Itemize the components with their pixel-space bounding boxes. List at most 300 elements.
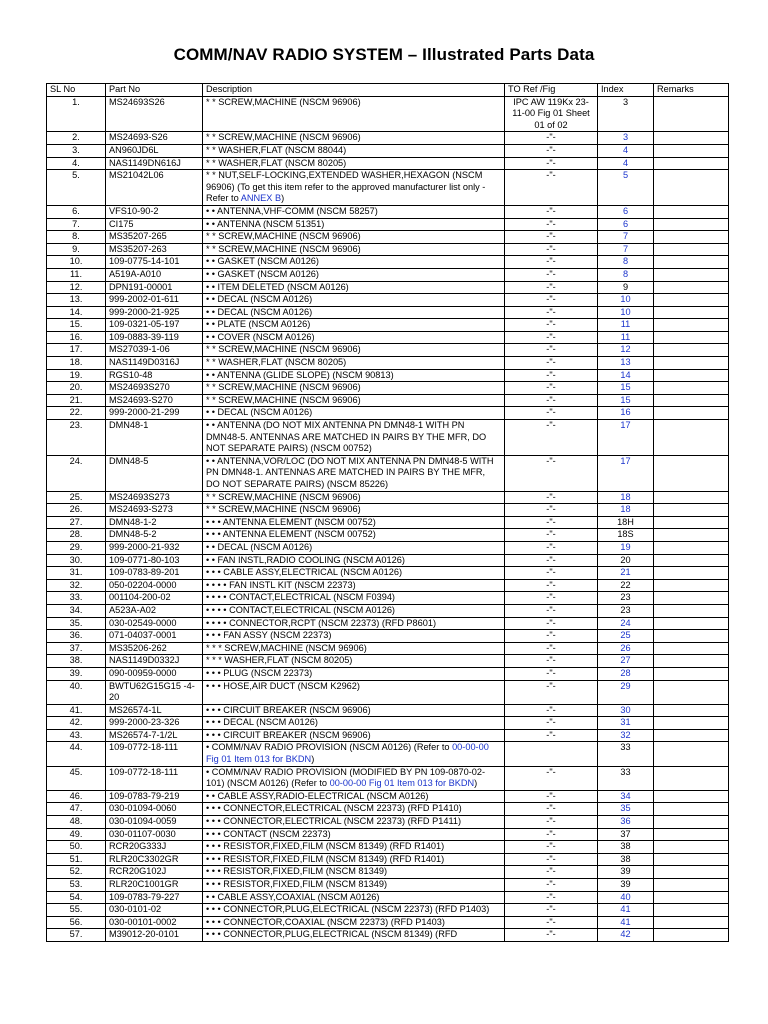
column-header-index: Index bbox=[598, 84, 654, 97]
table-row bbox=[47, 231, 729, 244]
table-row bbox=[47, 617, 729, 630]
to-ref-cell: -"- bbox=[505, 816, 598, 829]
sl-no-cell: 26. bbox=[47, 504, 106, 517]
sl-no-cell: 55. bbox=[47, 904, 106, 917]
index-link[interactable]: 15 bbox=[598, 394, 654, 407]
sl-no-cell: 16. bbox=[47, 331, 106, 344]
description-cell bbox=[203, 170, 505, 206]
table-header-row bbox=[47, 84, 729, 97]
index-cell: 33 bbox=[598, 742, 654, 766]
index-link[interactable]: 8 bbox=[598, 268, 654, 281]
sl-no-cell: 10. bbox=[47, 256, 106, 269]
to-ref-cell: -"- bbox=[505, 579, 598, 592]
description-text: • • CABLE ASSY,RADIO-ELECTRICAL (NSCM A0126) bbox=[206, 790, 429, 801]
to-ref-cell: -"- bbox=[505, 420, 598, 456]
column-header-to-ref: TO Ref /Fig bbox=[505, 84, 598, 97]
description-text: • • • CONNECTOR,PLUG,ELECTRICAL (NSCM 22373) (RFD P1403) bbox=[206, 904, 490, 915]
reference-link[interactable]: ANNEX B bbox=[240, 193, 282, 204]
description-text: • • • PLUG (NSCM 22373) bbox=[206, 667, 313, 678]
description-cell bbox=[203, 592, 505, 605]
description-text: • • • CIRCUIT BREAKER (NSCM 96906) bbox=[206, 704, 371, 715]
description-cell bbox=[203, 642, 505, 655]
description-cell bbox=[203, 655, 505, 668]
to-ref-cell: -"- bbox=[505, 132, 598, 145]
to-ref-cell: -"- bbox=[505, 717, 598, 730]
index-cell: 22 bbox=[598, 579, 654, 592]
index-cell: 39 bbox=[598, 879, 654, 892]
part-no-cell: 109-0772-18-111 bbox=[106, 742, 203, 766]
description-cell bbox=[203, 891, 505, 904]
description-text: * * SCREW,MACHINE (NSCM 96906) bbox=[206, 491, 361, 502]
part-no-cell: DMN48-1-2 bbox=[106, 516, 203, 529]
part-no-cell: M39012-20-0101 bbox=[106, 929, 203, 942]
description-cell bbox=[203, 144, 505, 157]
part-no-cell: 050-02204-0000 bbox=[106, 579, 203, 592]
description-cell bbox=[203, 455, 505, 491]
description-tail: ) bbox=[311, 754, 315, 765]
part-no-cell: 109-0783-79-219 bbox=[106, 790, 203, 803]
description-cell bbox=[203, 567, 505, 580]
column-header-remarks: Remarks bbox=[654, 84, 729, 97]
index-link[interactable]: 19 bbox=[598, 541, 654, 554]
table-row bbox=[47, 331, 729, 344]
part-no-cell: DMN48-1 bbox=[106, 420, 203, 456]
sl-no-cell: 50. bbox=[47, 841, 106, 854]
description-cell bbox=[203, 866, 505, 879]
description-cell bbox=[203, 904, 505, 917]
sl-no-cell: 53. bbox=[47, 879, 106, 892]
index-cell: 18H bbox=[598, 516, 654, 529]
sl-no-cell: 41. bbox=[47, 704, 106, 717]
index-cell: 23 bbox=[598, 592, 654, 605]
description-text: * * SCREW,MACHINE (NSCM 96906) bbox=[206, 132, 361, 143]
remarks-cell bbox=[654, 630, 729, 643]
sl-no-cell: 7. bbox=[47, 218, 106, 231]
index-link[interactable]: 35 bbox=[598, 803, 654, 816]
to-ref-cell: -"- bbox=[505, 218, 598, 231]
description-text: • • • RESISTOR,FIXED,FILM (NSCM 81349) bbox=[206, 866, 388, 877]
index-cell: 39 bbox=[598, 866, 654, 879]
part-no-cell: A523A-A02 bbox=[106, 604, 203, 617]
remarks-cell bbox=[654, 331, 729, 344]
part-no-cell: 030-00101-0002 bbox=[106, 916, 203, 929]
index-link[interactable]: 34 bbox=[598, 790, 654, 803]
index-link[interactable]: 7 bbox=[598, 243, 654, 256]
to-ref-cell: -"- bbox=[505, 904, 598, 917]
remarks-cell bbox=[654, 369, 729, 382]
sl-no-cell: 52. bbox=[47, 866, 106, 879]
remarks-cell bbox=[654, 294, 729, 307]
description-text: • • DECAL (NSCM A0126) bbox=[206, 541, 313, 552]
index-link[interactable]: 4 bbox=[598, 157, 654, 170]
sl-no-cell: 45. bbox=[47, 766, 106, 790]
description-cell bbox=[203, 916, 505, 929]
index-link[interactable]: 16 bbox=[598, 407, 654, 420]
index-link[interactable]: 31 bbox=[598, 717, 654, 730]
table-row bbox=[47, 841, 729, 854]
remarks-cell bbox=[654, 604, 729, 617]
description-cell bbox=[203, 766, 505, 790]
index-link[interactable]: 18 bbox=[598, 491, 654, 504]
table-row bbox=[47, 592, 729, 605]
index-link[interactable]: 36 bbox=[598, 816, 654, 829]
to-ref-cell: -"- bbox=[505, 680, 598, 704]
part-no-cell: BWTU62G15G15 -4-20 bbox=[106, 680, 203, 704]
to-ref-cell: IPC AW 119Kx 23-11-00 Fig 01 Sheet 01 of 02 bbox=[505, 96, 598, 132]
table-row bbox=[47, 579, 729, 592]
description-text: • • ANTENNA,VHF-COMM (NSCM 58257) bbox=[206, 205, 378, 216]
remarks-cell bbox=[654, 132, 729, 145]
remarks-cell bbox=[654, 218, 729, 231]
remarks-cell bbox=[654, 306, 729, 319]
sl-no-cell: 17. bbox=[47, 344, 106, 357]
remarks-cell bbox=[654, 642, 729, 655]
index-link[interactable]: 7 bbox=[598, 231, 654, 244]
index-link[interactable]: 11 bbox=[598, 331, 654, 344]
to-ref-cell: -"- bbox=[505, 704, 598, 717]
index-link[interactable]: 30 bbox=[598, 704, 654, 717]
index-link[interactable]: 3 bbox=[598, 132, 654, 145]
part-no-cell: 999-2000-21-299 bbox=[106, 407, 203, 420]
to-ref-cell: -"- bbox=[505, 357, 598, 370]
remarks-cell bbox=[654, 853, 729, 866]
sl-no-cell: 34. bbox=[47, 604, 106, 617]
remarks-cell bbox=[654, 680, 729, 704]
description-text: • • • CONNECTOR,ELECTRICAL (NSCM 22373) (RFD P1410) bbox=[206, 803, 462, 814]
to-ref-cell: -"- bbox=[505, 929, 598, 942]
to-ref-cell: -"- bbox=[505, 642, 598, 655]
sl-no-cell: 5. bbox=[47, 170, 106, 206]
to-ref-cell: -"- bbox=[505, 630, 598, 643]
description-cell bbox=[203, 841, 505, 854]
remarks-cell bbox=[654, 491, 729, 504]
description-text: • • DECAL (NSCM A0126) bbox=[206, 294, 313, 305]
index-cell: 33 bbox=[598, 766, 654, 790]
description-cell bbox=[203, 331, 505, 344]
description-text: • • • CONTACT (NSCM 22373) bbox=[206, 828, 331, 839]
index-link[interactable]: 11 bbox=[598, 319, 654, 332]
remarks-cell bbox=[654, 541, 729, 554]
index-link[interactable]: 41 bbox=[598, 904, 654, 917]
part-no-cell: 030-02549-0000 bbox=[106, 617, 203, 630]
to-ref-cell: -"- bbox=[505, 281, 598, 294]
sl-no-cell: 23. bbox=[47, 420, 106, 456]
description-cell bbox=[203, 853, 505, 866]
index-link[interactable]: 4 bbox=[598, 144, 654, 157]
description-cell bbox=[203, 929, 505, 942]
part-no-cell: MS21042L06 bbox=[106, 170, 203, 206]
sl-no-cell: 9. bbox=[47, 243, 106, 256]
description-cell bbox=[203, 879, 505, 892]
to-ref-cell: -"- bbox=[505, 243, 598, 256]
part-no-cell: 030-01107-0030 bbox=[106, 828, 203, 841]
description-cell bbox=[203, 157, 505, 170]
to-ref-cell: -"- bbox=[505, 667, 598, 680]
sl-no-cell: 2. bbox=[47, 132, 106, 145]
index-link[interactable]: 13 bbox=[598, 357, 654, 370]
part-no-cell: MS24693-S270 bbox=[106, 394, 203, 407]
remarks-cell bbox=[654, 879, 729, 892]
index-link[interactable]: 14 bbox=[598, 369, 654, 382]
table-row bbox=[47, 879, 729, 892]
description-text: • • • RESISTOR,FIXED,FILM (NSCM 81349) bbox=[206, 879, 388, 889]
to-ref-cell: -"- bbox=[505, 803, 598, 816]
description-cell bbox=[203, 205, 505, 218]
part-no-cell: VFS10-90-2 bbox=[106, 205, 203, 218]
description-text: * * WASHER,FLAT (NSCM 88044) bbox=[206, 144, 347, 155]
index-link[interactable]: 26 bbox=[598, 642, 654, 655]
sl-no-cell: 47. bbox=[47, 803, 106, 816]
sl-no-cell: 33. bbox=[47, 592, 106, 605]
table-row bbox=[47, 170, 729, 206]
remarks-cell bbox=[654, 816, 729, 829]
remarks-cell bbox=[654, 729, 729, 742]
description-text: • • GASKET (NSCM A0126) bbox=[206, 256, 319, 267]
description-cell bbox=[203, 790, 505, 803]
description-text: • • • HOSE,AIR DUCT (NSCM K2962) bbox=[206, 680, 360, 691]
sl-no-cell: 43. bbox=[47, 729, 106, 742]
index-link[interactable]: 6 bbox=[598, 205, 654, 218]
part-no-cell: 109-0771-80-103 bbox=[106, 554, 203, 567]
index-cell: 3 bbox=[598, 96, 654, 132]
sl-no-cell: 32. bbox=[47, 579, 106, 592]
index-link[interactable]: 8 bbox=[598, 256, 654, 269]
table-row bbox=[47, 344, 729, 357]
sl-no-cell: 36. bbox=[47, 630, 106, 643]
description-text: • • • • CONTACT,ELECTRICAL (NSCM A0126) bbox=[206, 604, 395, 615]
remarks-cell bbox=[654, 803, 729, 816]
description-cell bbox=[203, 803, 505, 816]
table-row bbox=[47, 504, 729, 517]
remarks-cell bbox=[654, 231, 729, 244]
to-ref-cell: -"- bbox=[505, 231, 598, 244]
index-link[interactable]: 25 bbox=[598, 630, 654, 643]
description-text: * * WASHER,FLAT (NSCM 80205) bbox=[206, 157, 347, 168]
description-cell bbox=[203, 579, 505, 592]
part-no-cell: DMN48-5 bbox=[106, 455, 203, 491]
index-link[interactable]: 10 bbox=[598, 294, 654, 307]
table-row bbox=[47, 529, 729, 542]
remarks-cell bbox=[654, 170, 729, 206]
to-ref-cell: -"- bbox=[505, 455, 598, 491]
index-cell: 9 bbox=[598, 281, 654, 294]
to-ref-cell: -"- bbox=[505, 790, 598, 803]
description-text: • • CABLE ASSY,COAXIAL (NSCM A0126) bbox=[206, 891, 380, 902]
index-link[interactable]: 41 bbox=[598, 916, 654, 929]
table-row bbox=[47, 382, 729, 395]
to-ref-cell: -"- bbox=[505, 891, 598, 904]
index-link[interactable]: 17 bbox=[598, 420, 654, 456]
table-row bbox=[47, 642, 729, 655]
index-link[interactable]: 5 bbox=[598, 170, 654, 206]
part-no-cell: NAS1149D0316J bbox=[106, 357, 203, 370]
sl-no-cell: 44. bbox=[47, 742, 106, 766]
table-row bbox=[47, 407, 729, 420]
remarks-cell bbox=[654, 516, 729, 529]
table-row bbox=[47, 306, 729, 319]
sl-no-cell: 14. bbox=[47, 306, 106, 319]
sl-no-cell: 25. bbox=[47, 491, 106, 504]
description-cell bbox=[203, 516, 505, 529]
index-cell: 23 bbox=[598, 604, 654, 617]
description-cell bbox=[203, 243, 505, 256]
table-row bbox=[47, 929, 729, 942]
description-cell bbox=[203, 357, 505, 370]
index-cell: 20 bbox=[598, 554, 654, 567]
table-row bbox=[47, 704, 729, 717]
index-link[interactable]: 10 bbox=[598, 306, 654, 319]
to-ref-cell: -"- bbox=[505, 491, 598, 504]
description-text: • • • CIRCUIT BREAKER (NSCM 96906) bbox=[206, 729, 371, 740]
column-header-sl-no: SL No bbox=[47, 84, 106, 97]
reference-link[interactable]: 00-00-00 Fig 01 Item 013 for BKDN bbox=[206, 742, 489, 765]
description-cell bbox=[203, 369, 505, 382]
index-link[interactable]: 15 bbox=[598, 382, 654, 395]
sl-no-cell: 38. bbox=[47, 655, 106, 668]
part-no-cell: RCR20G333J bbox=[106, 841, 203, 854]
index-link[interactable]: 6 bbox=[598, 218, 654, 231]
index-link[interactable]: 29 bbox=[598, 680, 654, 704]
reference-link[interactable]: 00-00-00 Fig 01 Item 013 for BKDN bbox=[329, 778, 475, 789]
description-cell bbox=[203, 268, 505, 281]
description-text: • • ANTENNA (GLIDE SLOPE) (NSCM 90813) bbox=[206, 369, 394, 380]
description-text: • • • • FAN INSTL KIT (NSCM 22373) bbox=[206, 579, 356, 590]
description-text: * * SCREW,MACHINE (NSCM 96906) bbox=[206, 382, 361, 393]
sl-no-cell: 20. bbox=[47, 382, 106, 395]
sl-no-cell: 40. bbox=[47, 680, 106, 704]
description-text: * * SCREW,MACHINE (NSCM 96906) bbox=[206, 243, 361, 254]
part-no-cell: RLR20C1001GR bbox=[106, 879, 203, 892]
part-no-cell: 030-01094-0059 bbox=[106, 816, 203, 829]
index-link[interactable]: 32 bbox=[598, 729, 654, 742]
to-ref-cell: -"- bbox=[505, 407, 598, 420]
part-no-cell: MS35207-263 bbox=[106, 243, 203, 256]
sl-no-cell: 22. bbox=[47, 407, 106, 420]
remarks-cell bbox=[654, 891, 729, 904]
table-row bbox=[47, 157, 729, 170]
part-no-cell: 999-2000-21-932 bbox=[106, 541, 203, 554]
sl-no-cell: 28. bbox=[47, 529, 106, 542]
index-link[interactable]: 24 bbox=[598, 617, 654, 630]
sl-no-cell: 35. bbox=[47, 617, 106, 630]
description-cell bbox=[203, 729, 505, 742]
remarks-cell bbox=[654, 382, 729, 395]
description-cell bbox=[203, 491, 505, 504]
remarks-cell bbox=[654, 394, 729, 407]
to-ref-cell: -"- bbox=[505, 916, 598, 929]
table-row bbox=[47, 916, 729, 929]
description-cell bbox=[203, 231, 505, 244]
index-link[interactable]: 40 bbox=[598, 891, 654, 904]
remarks-cell bbox=[654, 96, 729, 132]
to-ref-cell: -"- bbox=[505, 157, 598, 170]
description-cell bbox=[203, 816, 505, 829]
part-no-cell: 071-04037-0001 bbox=[106, 630, 203, 643]
to-ref-cell: -"- bbox=[505, 529, 598, 542]
part-no-cell: 109-0772-18-111 bbox=[106, 766, 203, 790]
part-no-cell: NAS1149D0332J bbox=[106, 655, 203, 668]
index-link[interactable]: 12 bbox=[598, 344, 654, 357]
index-cell: 37 bbox=[598, 828, 654, 841]
remarks-cell bbox=[654, 617, 729, 630]
column-header-description: Description bbox=[203, 84, 505, 97]
table-row bbox=[47, 281, 729, 294]
sl-no-cell: 29. bbox=[47, 541, 106, 554]
sl-no-cell: 12. bbox=[47, 281, 106, 294]
description-text: * * SCREW,MACHINE (NSCM 96906) bbox=[206, 96, 361, 107]
table-row bbox=[47, 655, 729, 668]
description-text: * * WASHER,FLAT (NSCM 80205) bbox=[206, 357, 347, 368]
description-cell bbox=[203, 604, 505, 617]
description-text: • • • DECAL (NSCM A0126) bbox=[206, 717, 318, 728]
description-text: • • • FAN ASSY (NSCM 22373) bbox=[206, 630, 332, 641]
sl-no-cell: 48. bbox=[47, 816, 106, 829]
remarks-cell bbox=[654, 667, 729, 680]
table-row bbox=[47, 803, 729, 816]
remarks-cell bbox=[654, 407, 729, 420]
table-row bbox=[47, 866, 729, 879]
description-cell bbox=[203, 742, 505, 766]
description-text: • • ANTENNA (DO NOT MIX ANTENNA PN DMN48-1 WITH PN DMN48-5. ANTENNAS ARE MATCHED IN PAIRS BY THE MFR, DO NOT SEPARATE PAIRS) (NSCM 00752) bbox=[206, 420, 487, 454]
part-no-cell: 030-0101-02 bbox=[106, 904, 203, 917]
sl-no-cell: 3. bbox=[47, 144, 106, 157]
description-text: • • • ANTENNA ELEMENT (NSCM 00752) bbox=[206, 529, 376, 540]
table-row bbox=[47, 766, 729, 790]
remarks-cell bbox=[654, 344, 729, 357]
index-link[interactable]: 28 bbox=[598, 667, 654, 680]
remarks-cell bbox=[654, 420, 729, 456]
sl-no-cell: 37. bbox=[47, 642, 106, 655]
sl-no-cell: 56. bbox=[47, 916, 106, 929]
sl-no-cell: 54. bbox=[47, 891, 106, 904]
remarks-cell bbox=[654, 704, 729, 717]
index-link[interactable]: 21 bbox=[598, 567, 654, 580]
remarks-cell bbox=[654, 655, 729, 668]
sl-no-cell: 4. bbox=[47, 157, 106, 170]
to-ref-cell: -"- bbox=[505, 554, 598, 567]
to-ref-cell: -"- bbox=[505, 516, 598, 529]
sl-no-cell: 57. bbox=[47, 929, 106, 942]
description-text: * * NUT,SELF-LOCKING,EXTENDED WASHER,HEXAGON (NSCM 96906) (To get this item refer to the approved manufacturer list only - Refer to bbox=[206, 170, 486, 204]
to-ref-cell: -"- bbox=[505, 504, 598, 517]
remarks-cell bbox=[654, 268, 729, 281]
description-text: • • • CABLE ASSY,ELECTRICAL (NSCM A0126) bbox=[206, 567, 403, 578]
part-no-cell: A519A-A010 bbox=[106, 268, 203, 281]
description-text: • COMM/NAV RADIO PROVISION (NSCM A0126) (Refer to bbox=[206, 742, 453, 753]
table-row bbox=[47, 904, 729, 917]
index-link[interactable]: 18 bbox=[598, 504, 654, 517]
part-no-cell: MS35207-265 bbox=[106, 231, 203, 244]
sl-no-cell: 19. bbox=[47, 369, 106, 382]
description-cell bbox=[203, 319, 505, 332]
part-no-cell: RCR20G102J bbox=[106, 866, 203, 879]
description-cell bbox=[203, 554, 505, 567]
to-ref-cell: -"- bbox=[505, 592, 598, 605]
to-ref-cell: -"- bbox=[505, 729, 598, 742]
description-text: * * SCREW,MACHINE (NSCM 96906) bbox=[206, 344, 361, 355]
index-link[interactable]: 17 bbox=[598, 455, 654, 491]
sl-no-cell: 27. bbox=[47, 516, 106, 529]
sl-no-cell: 21. bbox=[47, 394, 106, 407]
part-no-cell: MS27039-1-06 bbox=[106, 344, 203, 357]
remarks-cell bbox=[654, 790, 729, 803]
to-ref-cell: -"- bbox=[505, 853, 598, 866]
index-link[interactable]: 42 bbox=[598, 929, 654, 942]
description-text: • • DECAL (NSCM A0126) bbox=[206, 407, 313, 418]
index-link[interactable]: 27 bbox=[598, 655, 654, 668]
part-no-cell: 030-01094-0060 bbox=[106, 803, 203, 816]
index-cell: 38 bbox=[598, 853, 654, 866]
